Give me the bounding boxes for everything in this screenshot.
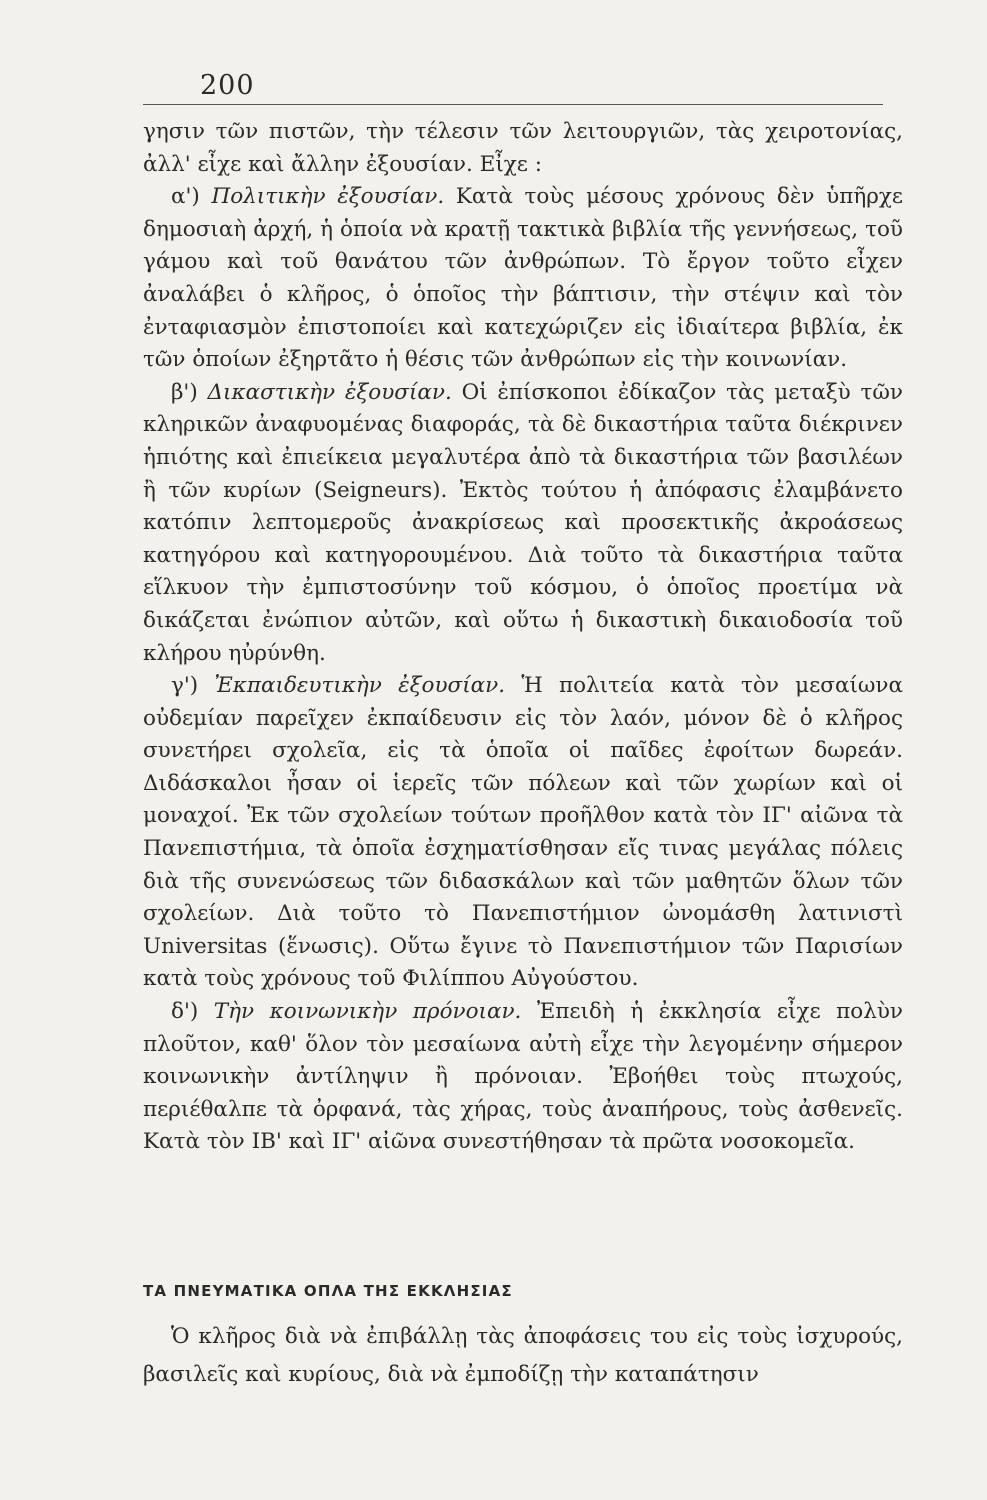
item-paragraph	[143, 670, 903, 996]
item-body: Ἐπειδὴ ἡ ἐκκλησία εἶχε πολὺν πλοῦτον, καθ' ὅλον τὸν μεσαίωνα αὐτὴ εἶχε τὴν λεγομένην σήμερον κοινωνικὴν ἀντίληψιν ἢ πρόνοιαν. Ἐβοήθει τοὺς πτωχούς, περιέθαλπε τὰ ὀρφανά, τὰς χήρας, τοὺς ἀναπήρους, τοὺς ἀσθενεῖς. Κατὰ τὸν ΙΒ' καὶ ΙΓ' αἰῶνα συνεστήθησαν τὰ πρῶτα νοσοκομεῖα.	[143, 999, 903, 1155]
item-heading: Δικαστικὴν ἐξουσίαν.	[207, 379, 452, 405]
item-heading: Ἐκπαιδευτικὴν ἐξουσίαν.	[214, 673, 506, 699]
section-heading: ΤΑ ΠΝΕΥΜΑΤΙΚΑ ΟΠΛΑ ΤΗΣ ΕΚΚΛΗΣΙΑΣ	[143, 1282, 513, 1300]
item-marker: β')	[171, 379, 198, 405]
item-body: Ἡ πολιτεία κατὰ τὸν μεσαίωνα οὐδεμίαν παρεῖχεν ἐκπαίδευσιν εἰς τὸν λαόν, μόνον δὲ ὁ κλῆρος συνετήρει σχολεῖα, εἰς τὰ ὁποῖα οἱ παῖδες ἐφοίτων δωρεάν. Διδάσκαλοι ἦσαν οἱ ἱερεῖς τῶν πόλεων καὶ τῶν χωρίων καὶ οἱ μοναχοί. Ἐκ τῶν σχολείων τούτων προῆλθον κατὰ τὸν ΙΓ' αἰῶνα τὰ Πανεπιστήμια, τὰ ὁποῖα ἐσχηματίσθησαν εἴς τινας μεγάλας πόλεις διὰ τῆς συνενώσεως τῶν διδασκάλων καὶ τῶν μαθητῶν ὅλων τῶν σχολείων. Διὰ τοῦτο τὸ Πανεπιστήμιον ὠνομάσθη λατινιστὶ Universitas (ἕνωσις). Οὕτω ἔγινε τὸ Πανεπιστήμιον τῶν Παρισίων κατὰ τοὺς χρόνους τοῦ Φιλίππου Αὐγούστου.	[143, 673, 904, 992]
item-body: Κατὰ τοὺς μέσους χρόνους δὲν ὑπῆρχε δημοσιαὴ ἀρχή, ἡ ὁποία νὰ κρατῇ τακτικὰ βιβλία τῆς γεννήσεως, τοῦ γάμου καὶ τοῦ θανάτου τῶν ἀνθρώπων. Τὸ ἔργον τοῦτο εἶχεν ἀναλάβει ὁ κλῆρος, ὁ ὁποῖος τὴν βάπτισιν, τὴν στέψιν καὶ τὸν ἐνταφιασμὸν ἐπιστοποίει καὶ κατεχώριζεν εἰς ἰδιαίτερα βιβλία, ἐκ τῶν ὁποίων ἐξηρτᾶτο ἡ θέσις τῶν ἀνθρώπων εἰς τὴν κοινωνίαν.	[143, 184, 904, 373]
section-text	[143, 1318, 903, 1394]
item-paragraph	[143, 181, 903, 377]
item-paragraph	[143, 377, 903, 670]
item-body: Οἱ ἐπίσκοποι ἐδίκαζον τὰς μεταξὺ τῶν κληρικῶν ἀναφυομένας διαφοράς, τὰ δὲ δικαστήρια ταῦτα διέκρινεν ἡπιότης καὶ ἐπιείκεια μεγαλυτέρα ἀπὸ τὰ δικαστήρια τῶν βασιλέων ἢ τῶν κυρίων (Seigneurs). Ἐκτὸς τούτου ἡ ἀπόφασις ἐλαμβάνετο κατόπιν λεπτομεροῦς ἀνακρίσεως καὶ προσεκτικῆς ἀκροάσεως κατηγόρου καὶ κατηγορουμένου. Διὰ τοῦτο τὰ δικαστήρια ταῦτα εἵλκυον τὴν ἐμπιστοσύνην τοῦ κόσμου, ὁ ὁποῖος προετίμα νὰ δικάζεται ἐνώπιον αὐτῶν, καὶ οὕτω ἡ δικαστικὴ δικαιοδοσία τοῦ κλήρου ηὐρύνθη.	[143, 379, 903, 666]
item-heading: Τὴν κοινωνικὴν πρόνοιαν.	[213, 999, 522, 1025]
item-marker: δ')	[171, 999, 199, 1025]
header-rule	[143, 104, 883, 105]
page-number: 200	[200, 70, 255, 101]
section-paragraph: Ὁ κλῆρος διὰ νὰ ἐπιβάλλῃ τὰς ἀποφάσεις του εἰς τοὺς ἰσχυρούς, βασιλεῖς καὶ κυρίους, διὰ νὰ ἐμποδίζῃ τὴν καταπάτησιν	[143, 1324, 903, 1387]
item-heading: Πολιτικὴν ἐξουσίαν.	[211, 184, 445, 210]
intro-paragraph: γησιν τῶν πιστῶν, τὴν τέλεσιν τῶν λειτουργιῶν, τὰς χειροτονίας, ἀλλ' εἶχε καὶ ἄλλην ἐξουσίαν. Εἶχε :	[143, 119, 903, 177]
main-text	[143, 116, 903, 1159]
item-paragraph	[143, 996, 903, 1159]
item-marker: α')	[171, 184, 200, 210]
item-marker: γ')	[171, 673, 199, 699]
